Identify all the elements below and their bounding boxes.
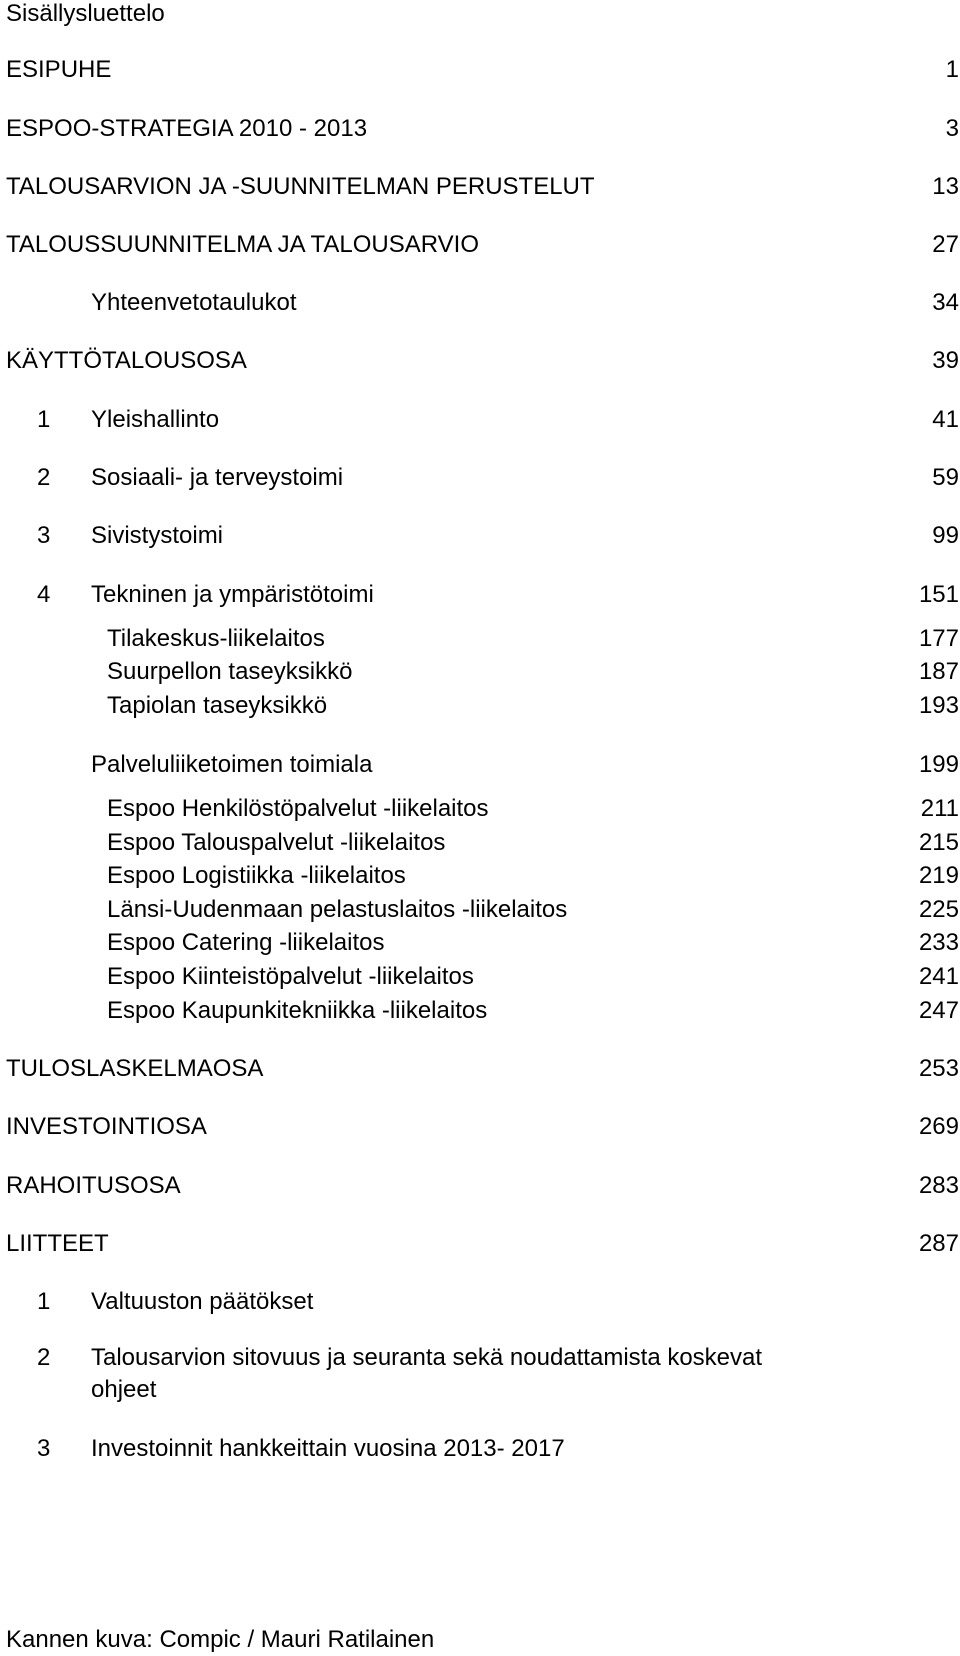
toc-entry-kayttotalousosa[interactable] [0, 349, 960, 379]
toc-entry-label: Palveluliiketoimen toimiala [91, 751, 373, 778]
toc-entry-pelastuslaitos[interactable] [0, 898, 960, 928]
toc-entry-label: Espoo Henkilöstöpalvelut -liikelaitos [107, 795, 489, 822]
toc-entry-label: Talousarvion sitovuus ja seuranta sekä noudattamista koskevat ohjeet [91, 1344, 763, 1403]
toc-entry-page: 199 [918, 751, 959, 778]
toc-entry-label: Investoinnit hankkeittain vuosina 2013- 2017 [91, 1435, 565, 1462]
toc-entry-label: ESIPUHE [6, 56, 112, 83]
page-title: Sisällysluettelo [6, 0, 165, 27]
toc-entry-label: INVESTOINTIOSA [6, 1113, 207, 1140]
toc-entry-number: 2 [37, 1344, 51, 1371]
toc-entry-label: Valtuuston päätökset [91, 1288, 314, 1315]
toc-entry-page: 211 [920, 795, 959, 822]
toc-entry-page: 99 [932, 522, 959, 549]
toc-entry-page: 13 [932, 173, 959, 200]
toc-entry-label: LIITTEET [6, 1230, 109, 1257]
toc-entry-page: 283 [918, 1172, 959, 1199]
toc-entry-label: Espoo Talouspalvelut -liikelaitos [107, 829, 446, 856]
toc-entry-label: Tilakeskus-liikelaitos [107, 625, 325, 652]
toc-entry-page: 269 [918, 1113, 959, 1140]
toc-entry-espoo-strategia[interactable] [0, 117, 960, 147]
toc-entry-label: Sivistystoimi [91, 522, 224, 549]
toc-entry-yhteenvetotaulukot[interactable] [0, 291, 960, 321]
toc-entry-liitteet[interactable] [0, 1232, 960, 1262]
toc-entry-tapiola[interactable] [0, 694, 960, 724]
toc-entry-label: Sosiaali- ja terveystoimi [91, 464, 344, 491]
toc-entry-sosiaali[interactable] [0, 466, 960, 496]
toc-entry-page: 59 [932, 464, 959, 491]
toc-entry-label: Länsi-Uudenmaan pelastuslaitos -liikelaitos [107, 896, 568, 923]
toc-entry-number: 2 [37, 464, 51, 491]
toc-entry-page: 193 [918, 692, 959, 719]
toc-entry-label: Espoo Kiinteistöpalvelut -liikelaitos [107, 963, 474, 990]
toc-entry-kaupunkitekniikka[interactable] [0, 999, 960, 1029]
toc-entry-number: 1 [37, 1288, 51, 1315]
toc-entry-label: Tekninen ja ympäristötoimi [91, 581, 374, 608]
toc-entry-taloussuunnitelma[interactable] [0, 233, 960, 263]
toc-entry-label: TALOUSSUUNNITELMA JA TALOUSARVIO [6, 231, 480, 258]
toc-entry-page: 215 [918, 829, 959, 856]
toc-entry-page: 177 [918, 625, 959, 652]
toc-entry-page: 219 [918, 862, 959, 889]
toc-entry-catering[interactable] [0, 931, 960, 961]
toc-entry-page: 151 [918, 581, 959, 608]
toc-entry-label: Suurpellon taseyksikkö [107, 658, 353, 685]
toc-entry-label: Espoo Kaupunkitekniikka -liikelaitos [107, 997, 488, 1024]
toc-entry-label: Espoo Catering -liikelaitos [107, 929, 385, 956]
toc-entry-label: Espoo Logistiikka -liikelaitos [107, 862, 406, 889]
toc-entry-page: 287 [918, 1230, 959, 1257]
toc-entry-label: KÄYTTÖTALOUSOSA [6, 347, 247, 374]
toc-entry-label: RAHOITUSOSA [6, 1172, 181, 1199]
toc-entry-rahoitusosa[interactable] [0, 1174, 960, 1204]
toc-entry-page: 27 [932, 231, 959, 258]
toc-entry-number: 3 [37, 522, 51, 549]
toc-entry-sivistystoimi[interactable] [0, 524, 960, 554]
toc-entry-kiinteistopalvelut[interactable] [0, 965, 960, 995]
toc-entry-palveluliiketoimi[interactable] [0, 753, 960, 783]
toc-entry-page: 225 [918, 896, 959, 923]
toc-entry-page: 3 [945, 115, 959, 142]
toc-entry-number: 1 [37, 406, 51, 433]
toc-entry-henkilostopalvelut[interactable] [0, 797, 960, 827]
toc-entry-perustelut[interactable] [0, 175, 960, 205]
toc-entry-label: Yleishallinto [91, 406, 220, 433]
toc-entry-page: 253 [918, 1055, 959, 1082]
toc-entry-valtuuston-paatokset[interactable] [0, 1290, 960, 1320]
cover-credit: Kannen kuva: Compic / Mauri Ratilainen [6, 1626, 435, 1653]
toc-entry-sitovuus-ohjeet[interactable] [0, 1346, 960, 1412]
toc-entry-yleishallinto[interactable] [0, 408, 960, 438]
toc-entry-tilakeskus[interactable] [0, 627, 960, 657]
toc-entry-page: 34 [932, 289, 959, 316]
toc-entry-label: TALOUSARVION JA -SUUNNITELMAN PERUSTELUT [6, 173, 595, 200]
toc-entry-logistiikka[interactable] [0, 864, 960, 894]
toc-entry-talouspalvelut[interactable] [0, 831, 960, 861]
toc-entry-page: 1 [945, 56, 959, 83]
toc-entry-suurpelto[interactable] [0, 660, 960, 690]
toc-entry-page: 41 [932, 406, 959, 433]
toc-entry-page: 233 [918, 929, 959, 956]
toc-entry-number: 4 [37, 581, 51, 608]
toc-entry-esipuhe[interactable] [0, 58, 960, 88]
toc-entry-tuloslaskelmaosa[interactable] [0, 1057, 960, 1087]
toc-entry-number: 3 [37, 1435, 51, 1462]
toc-entry-page: 247 [918, 997, 959, 1024]
toc-entry-page: 187 [918, 658, 959, 685]
toc-entry-tekninen[interactable] [0, 583, 960, 613]
toc-entry-label: Yhteenvetotaulukot [91, 289, 297, 316]
toc-entry-investoinnit[interactable] [0, 1437, 960, 1467]
toc-entry-label: TULOSLASKELMAOSA [6, 1055, 264, 1082]
toc-entry-label: ESPOO-STRATEGIA 2010 - 2013 [6, 115, 368, 142]
toc-entry-label: Tapiolan taseyksikkö [107, 692, 328, 719]
toc-entry-investointiosa[interactable] [0, 1115, 960, 1145]
toc-entry-page: 39 [932, 347, 959, 374]
toc-entry-page: 241 [918, 963, 959, 990]
